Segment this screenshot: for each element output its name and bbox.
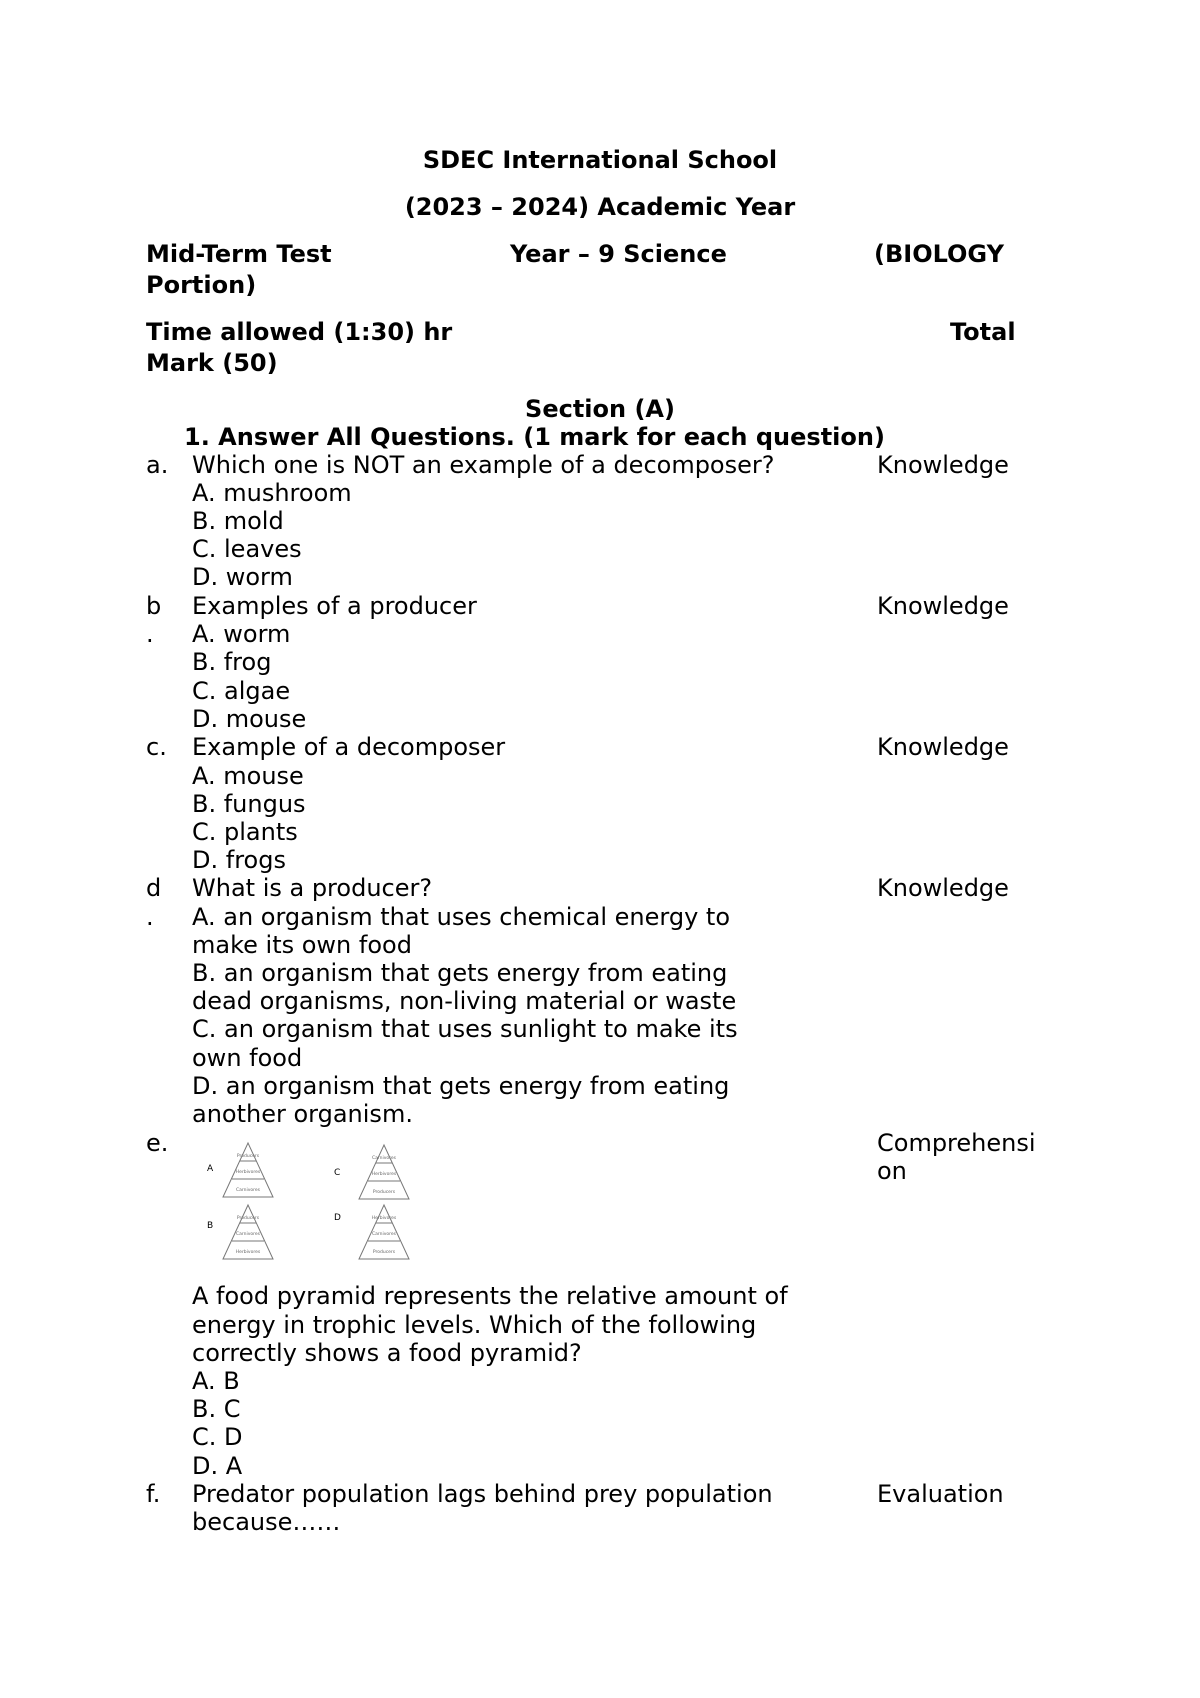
pyramid-tier-label: Carnivores [371, 1232, 397, 1237]
skill-label: Knowledge [877, 733, 1009, 761]
section-instruction: 1. Answer All Questions. (1 mark for each question) [184, 423, 885, 451]
pyramid-letter: C [334, 1168, 341, 1178]
academic-year: (2023 – 2024) Academic Year [404, 193, 796, 221]
option: A. worm [192, 620, 291, 648]
option: B. mold [192, 507, 284, 535]
school-name: SDEC International School [422, 146, 778, 174]
skill-label: Knowledge [877, 451, 1009, 479]
question-text: A food pyramid represents the relative amount of [192, 1282, 788, 1310]
option-line: D. an organism that gets energy from eating [192, 1072, 730, 1100]
time-allowed: Time allowed (1:30) hr [146, 318, 453, 346]
option-line: make its own food [192, 931, 412, 959]
pyramid-tier-label: Producers [236, 1154, 260, 1159]
option: D. A [192, 1452, 243, 1480]
pyramid-tier-label: Producers [372, 1190, 396, 1195]
option: B. fungus [192, 790, 306, 818]
pyramid-tier-label: Producers [372, 1250, 396, 1255]
pyramid-tier-label: Herbivores [371, 1172, 397, 1177]
option-line: another organism. [192, 1100, 413, 1128]
total-mark-value: Mark (50) [146, 349, 278, 377]
question-label: d [146, 874, 162, 902]
pyramid-letter: A [207, 1164, 214, 1174]
option-line: own food [192, 1044, 303, 1072]
question-label-dot: . [146, 903, 154, 931]
option: A. B [192, 1367, 240, 1395]
question-text: Which one is NOT an example of a decomposer? [192, 451, 775, 479]
question-label: b [146, 592, 162, 620]
skill-label: Knowledge [877, 592, 1009, 620]
section-title: Section (A) [525, 395, 675, 423]
pyramid-letter: B [207, 1221, 214, 1231]
option: D. mouse [192, 705, 307, 733]
pyramid-tier-label: Producers [236, 1216, 260, 1221]
option-line: C. an organism that uses sunlight to make its [192, 1015, 738, 1043]
question-label: f. [146, 1480, 161, 1508]
question-label-dot: . [146, 620, 154, 648]
question-text: What is a producer? [192, 874, 433, 902]
question-text: because…… [192, 1508, 341, 1536]
food-pyramid-b [220, 1203, 276, 1261]
option-line: A. an organism that uses chemical energy to [192, 903, 731, 931]
grade-subject: Year – 9 Science [510, 240, 727, 268]
question-label: c. [146, 733, 167, 761]
option: A. mushroom [192, 479, 352, 507]
pyramid-tier-label: Carnivores [235, 1188, 261, 1193]
question-text: energy in trophic levels. Which of the following [192, 1311, 757, 1339]
food-pyramid-c [356, 1143, 412, 1201]
option: C. algae [192, 677, 291, 705]
pyramid-tier-label: Herbivores [235, 1250, 261, 1255]
food-pyramid-d [356, 1203, 412, 1261]
portion-label-cont: Portion) [146, 271, 257, 299]
question-text: Predator population lags behind prey population [192, 1480, 773, 1508]
question-label: e. [146, 1129, 169, 1157]
total-mark-label: Total [950, 318, 1016, 346]
option: D. frogs [192, 846, 286, 874]
question-text: correctly shows a food pyramid? [192, 1339, 582, 1367]
option-line: B. an organism that gets energy from eating [192, 959, 728, 987]
option-line: dead organisms, non-living material or waste [192, 987, 737, 1015]
option: D. worm [192, 563, 293, 591]
food-pyramid-a [220, 1141, 276, 1199]
question-text: Examples of a producer [192, 592, 477, 620]
pyramid-tier-label: Carnivores [371, 1156, 397, 1161]
pyramid-letter: D [334, 1213, 341, 1223]
question-label: a. [146, 451, 169, 479]
portion-label: (BIOLOGY [874, 240, 1004, 268]
option: C. plants [192, 818, 298, 846]
test-name: Mid-Term Test [146, 240, 332, 268]
skill-label: Comprehensi [877, 1129, 1036, 1157]
option: C. leaves [192, 535, 302, 563]
option: A. mouse [192, 762, 304, 790]
pyramid-tier-label: Herbivores [371, 1216, 397, 1221]
question-text: Example of a decomposer [192, 733, 506, 761]
option: C. D [192, 1423, 243, 1451]
skill-label: Knowledge [877, 874, 1009, 902]
skill-label: Evaluation [877, 1480, 1004, 1508]
option: B. frog [192, 648, 272, 676]
pyramid-tier-label: Carnivores [235, 1232, 261, 1237]
pyramid-tier-label: Herbivores [235, 1170, 261, 1175]
skill-label-cont: on [877, 1157, 907, 1185]
option: B. C [192, 1395, 241, 1423]
